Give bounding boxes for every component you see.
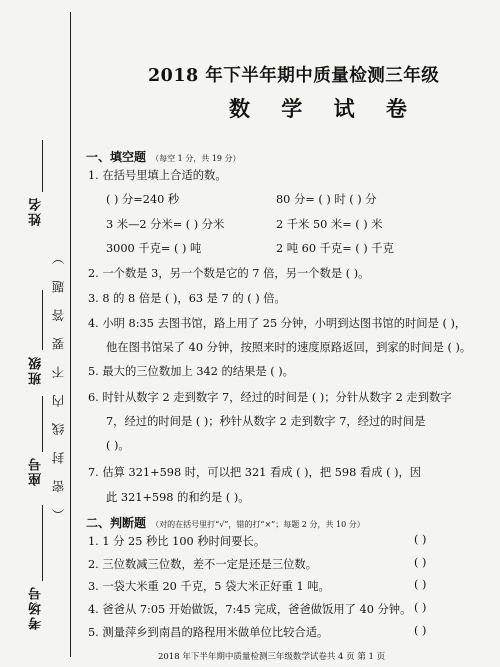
judge-item-2-text: 2. 三位数减三位数，差不一定是还是三位数。 (88, 558, 318, 571)
judge-item-4-text: 4. 爸爸从 7:05 开始做饭，7:45 完成，爸爸做饭用了 40 分钟。 (88, 603, 412, 616)
judge-item-1-answer: ( ) (414, 533, 427, 546)
class-blank-line (42, 290, 43, 350)
q1-row2-left: 3 米—2 分米= ( ) 分米 (106, 218, 225, 231)
q4-line1: 4. 小明 8:35 去图书馆，路上用了 25 分钟，小明到达图书馆的时间是 ( )， (88, 317, 467, 330)
q6-line1: 6. 时针从数字 2 走到数字 7，经过的时间是 ( )；分针从数字 2 走到数字 (88, 391, 452, 404)
judge-item-3-text: 3. 一袋大米重 20 千克，5 袋大米正好重 1 吨。 (88, 580, 330, 593)
q1-prompt: 1. 在括号里填上合适的数。 (88, 169, 227, 182)
judge-item-4-answer: ( ) (414, 601, 427, 614)
q6-line3: ( )。 (106, 439, 130, 452)
class-label: 班级 (29, 355, 44, 385)
section1-header (86, 146, 241, 165)
q5: 5. 最大的三位数加上 342 的结果是 ( )。 (88, 365, 294, 378)
exam-room-label: 考场号 (29, 585, 44, 630)
seal-notice: （ 密 封 线 内 不 要 答 题 ） (51, 246, 66, 521)
name-label: 姓名 (29, 196, 44, 226)
q4-line2: 他在图书馆呆了 40 分钟，按照来时的速度原路返回，到家的时间是 ( )。 (106, 341, 472, 354)
section1-note: （每空 1 分，共 19 分） (151, 154, 241, 163)
q1-row2-right: 2 千米 50 米= ( ) 米 (276, 218, 383, 231)
q1-row1-left: ( ) 分=240 秒 (106, 193, 180, 206)
exam-subtitle: 数 学 试 卷 (229, 96, 419, 121)
judge-item-3-answer: ( ) (414, 578, 427, 591)
q3: 3. 8 的 8 倍是 ( )，63 是 7 的 ( ) 倍。 (88, 292, 286, 305)
section2-heading: 二、判断题 (86, 516, 147, 530)
seat-label: 座号 (29, 456, 44, 486)
judge-item-5-text: 5. 测量萍乡到南昌的路程用米做单位比较合适。 (88, 626, 329, 639)
section2-header (86, 512, 365, 531)
q2: 2. 一个数是 3，另一个数是它的 7 倍，另一个数是 ( )。 (88, 267, 370, 280)
judge-item-5-answer: ( ) (414, 624, 427, 637)
seal-line (70, 12, 71, 657)
q1-row3-right: 2 吨 60 千克= ( ) 千克 (276, 242, 394, 255)
section2-note: （对的在括号里打“√”，错的打“×”；每题 2 分，共 10 分） (151, 520, 365, 529)
judge-item-2-answer: ( ) (414, 556, 427, 569)
judge-item-1-text: 1. 1 分 25 秒比 100 秒时间要长。 (88, 535, 266, 548)
exam-room-blank-line (42, 505, 43, 581)
q7-line2: 此 321+598 的和约是 ( )。 (106, 491, 250, 504)
exam-title: 2018 年下半年期中质量检测三年级 (148, 66, 440, 86)
section1-heading: 一、填空题 (86, 150, 147, 164)
seat-blank-line (42, 396, 43, 452)
q7-line1: 7. 估算 321+598 时，可以把 321 看成 ( )，把 598 看成 ( )，因 (88, 466, 422, 479)
q1-row1-right: 80 分= ( ) 时 ( ) 分 (276, 193, 377, 206)
q1-row3-left: 3000 千克= ( ) 吨 (106, 242, 202, 255)
page-footer: 2018 年下半年期中质量检测三年级数学试卷共 4 页 第 1 页 (158, 652, 386, 662)
q6-line2: 7，经过的时间是 ( )；秒针从数字 2 走到数字 7，经过的时间是 (106, 415, 426, 428)
name-blank-line (42, 140, 43, 192)
